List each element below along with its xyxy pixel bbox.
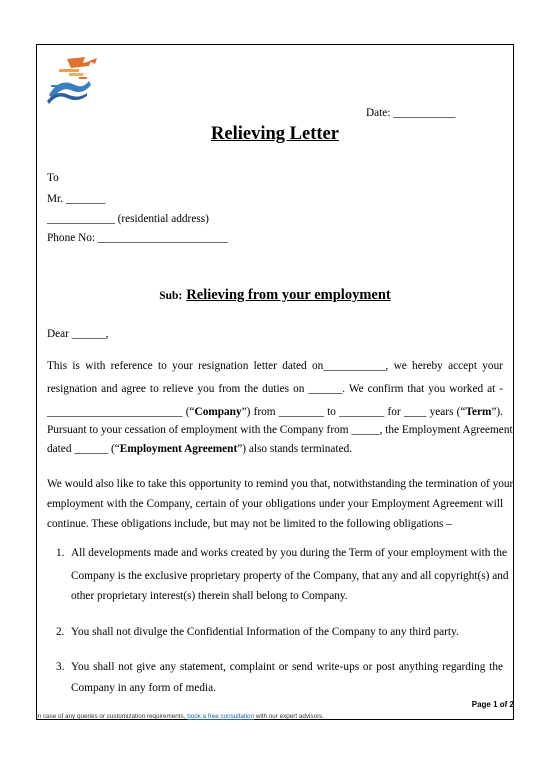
list-number: 1. <box>56 547 65 559</box>
subject-line <box>0 286 550 304</box>
page-number: Page 1 of 2 <box>471 700 514 709</box>
para1-line: resignation and agree to relieve you from the duties on ______. We confirm that you worked at - <box>47 383 503 395</box>
para1-line: Pursuant to your cessation of employment with the Company from _____, the Employment Agreement <box>47 424 513 436</box>
list-number: 2. <box>56 626 65 638</box>
subject-label: Sub: <box>159 290 183 302</box>
para1-line <box>47 406 503 418</box>
list-number: 3. <box>56 661 65 673</box>
document-title: Relieving Letter <box>211 124 339 144</box>
para2-line: We would also like to take this opportunity to remind you that, notwithstanding the termination of your <box>47 478 514 490</box>
para1-text: ”). <box>491 406 503 418</box>
footer-note <box>36 713 324 720</box>
list-line: other proprietary interest(s) therein shall belong to Company. <box>71 590 348 602</box>
consultation-link[interactable]: book a free consultation <box>187 713 255 720</box>
list-line: All developments made and works created by you during the Term of your employment with the <box>71 547 508 559</box>
para1-text: ”) also stands terminated. <box>237 443 353 455</box>
list-line: You shall not give any statement, complaint or send write-ups or post anything regarding the <box>71 661 503 673</box>
employment-agreement-term: Employment Agreement <box>119 443 238 455</box>
list-line: Company is the exclusive proprietary property of the Company, that any and all copyright(s) and <box>71 570 509 582</box>
address-residential: ____________ (residential address) <box>47 213 209 225</box>
term-term: Term <box>465 406 492 418</box>
footer-note-text: In case of any queries or customization requirements, <box>36 713 188 720</box>
company-logo <box>45 55 107 107</box>
para1-text: dated ______ (“ <box>47 443 120 455</box>
list-line: You shall not divulge the Confidential Information of the Company to any third party. <box>71 626 459 638</box>
page-border <box>36 44 514 720</box>
salutation: Dear ______, <box>47 328 109 340</box>
date-line: Date: ___________ <box>366 107 456 119</box>
para1-text: ”) from ________ to ________ for ____ years (“ <box>241 406 466 418</box>
address-phone: Phone No: _______________________ <box>47 232 228 244</box>
company-term: Company <box>194 406 242 418</box>
list-line: Company in any form of media. <box>71 682 216 694</box>
address-to: To <box>47 172 59 184</box>
para1-line: This is with reference to your resignation letter dated on___________, we hereby accept your <box>47 360 503 372</box>
para1-line <box>47 443 352 455</box>
address-mr: Mr. _______ <box>47 193 106 205</box>
para2-line: continue. These obligations include, but may not be limited to the following obligations – <box>47 518 452 530</box>
footer-note-text: with our expert advisors. <box>254 713 325 720</box>
para1-text: ________________________ (“ <box>47 406 195 418</box>
para2-line: employment with the Company, certain of your obligations under your Employment Agreement will <box>47 498 503 510</box>
subject-text: Relieving from your employment <box>186 287 391 303</box>
